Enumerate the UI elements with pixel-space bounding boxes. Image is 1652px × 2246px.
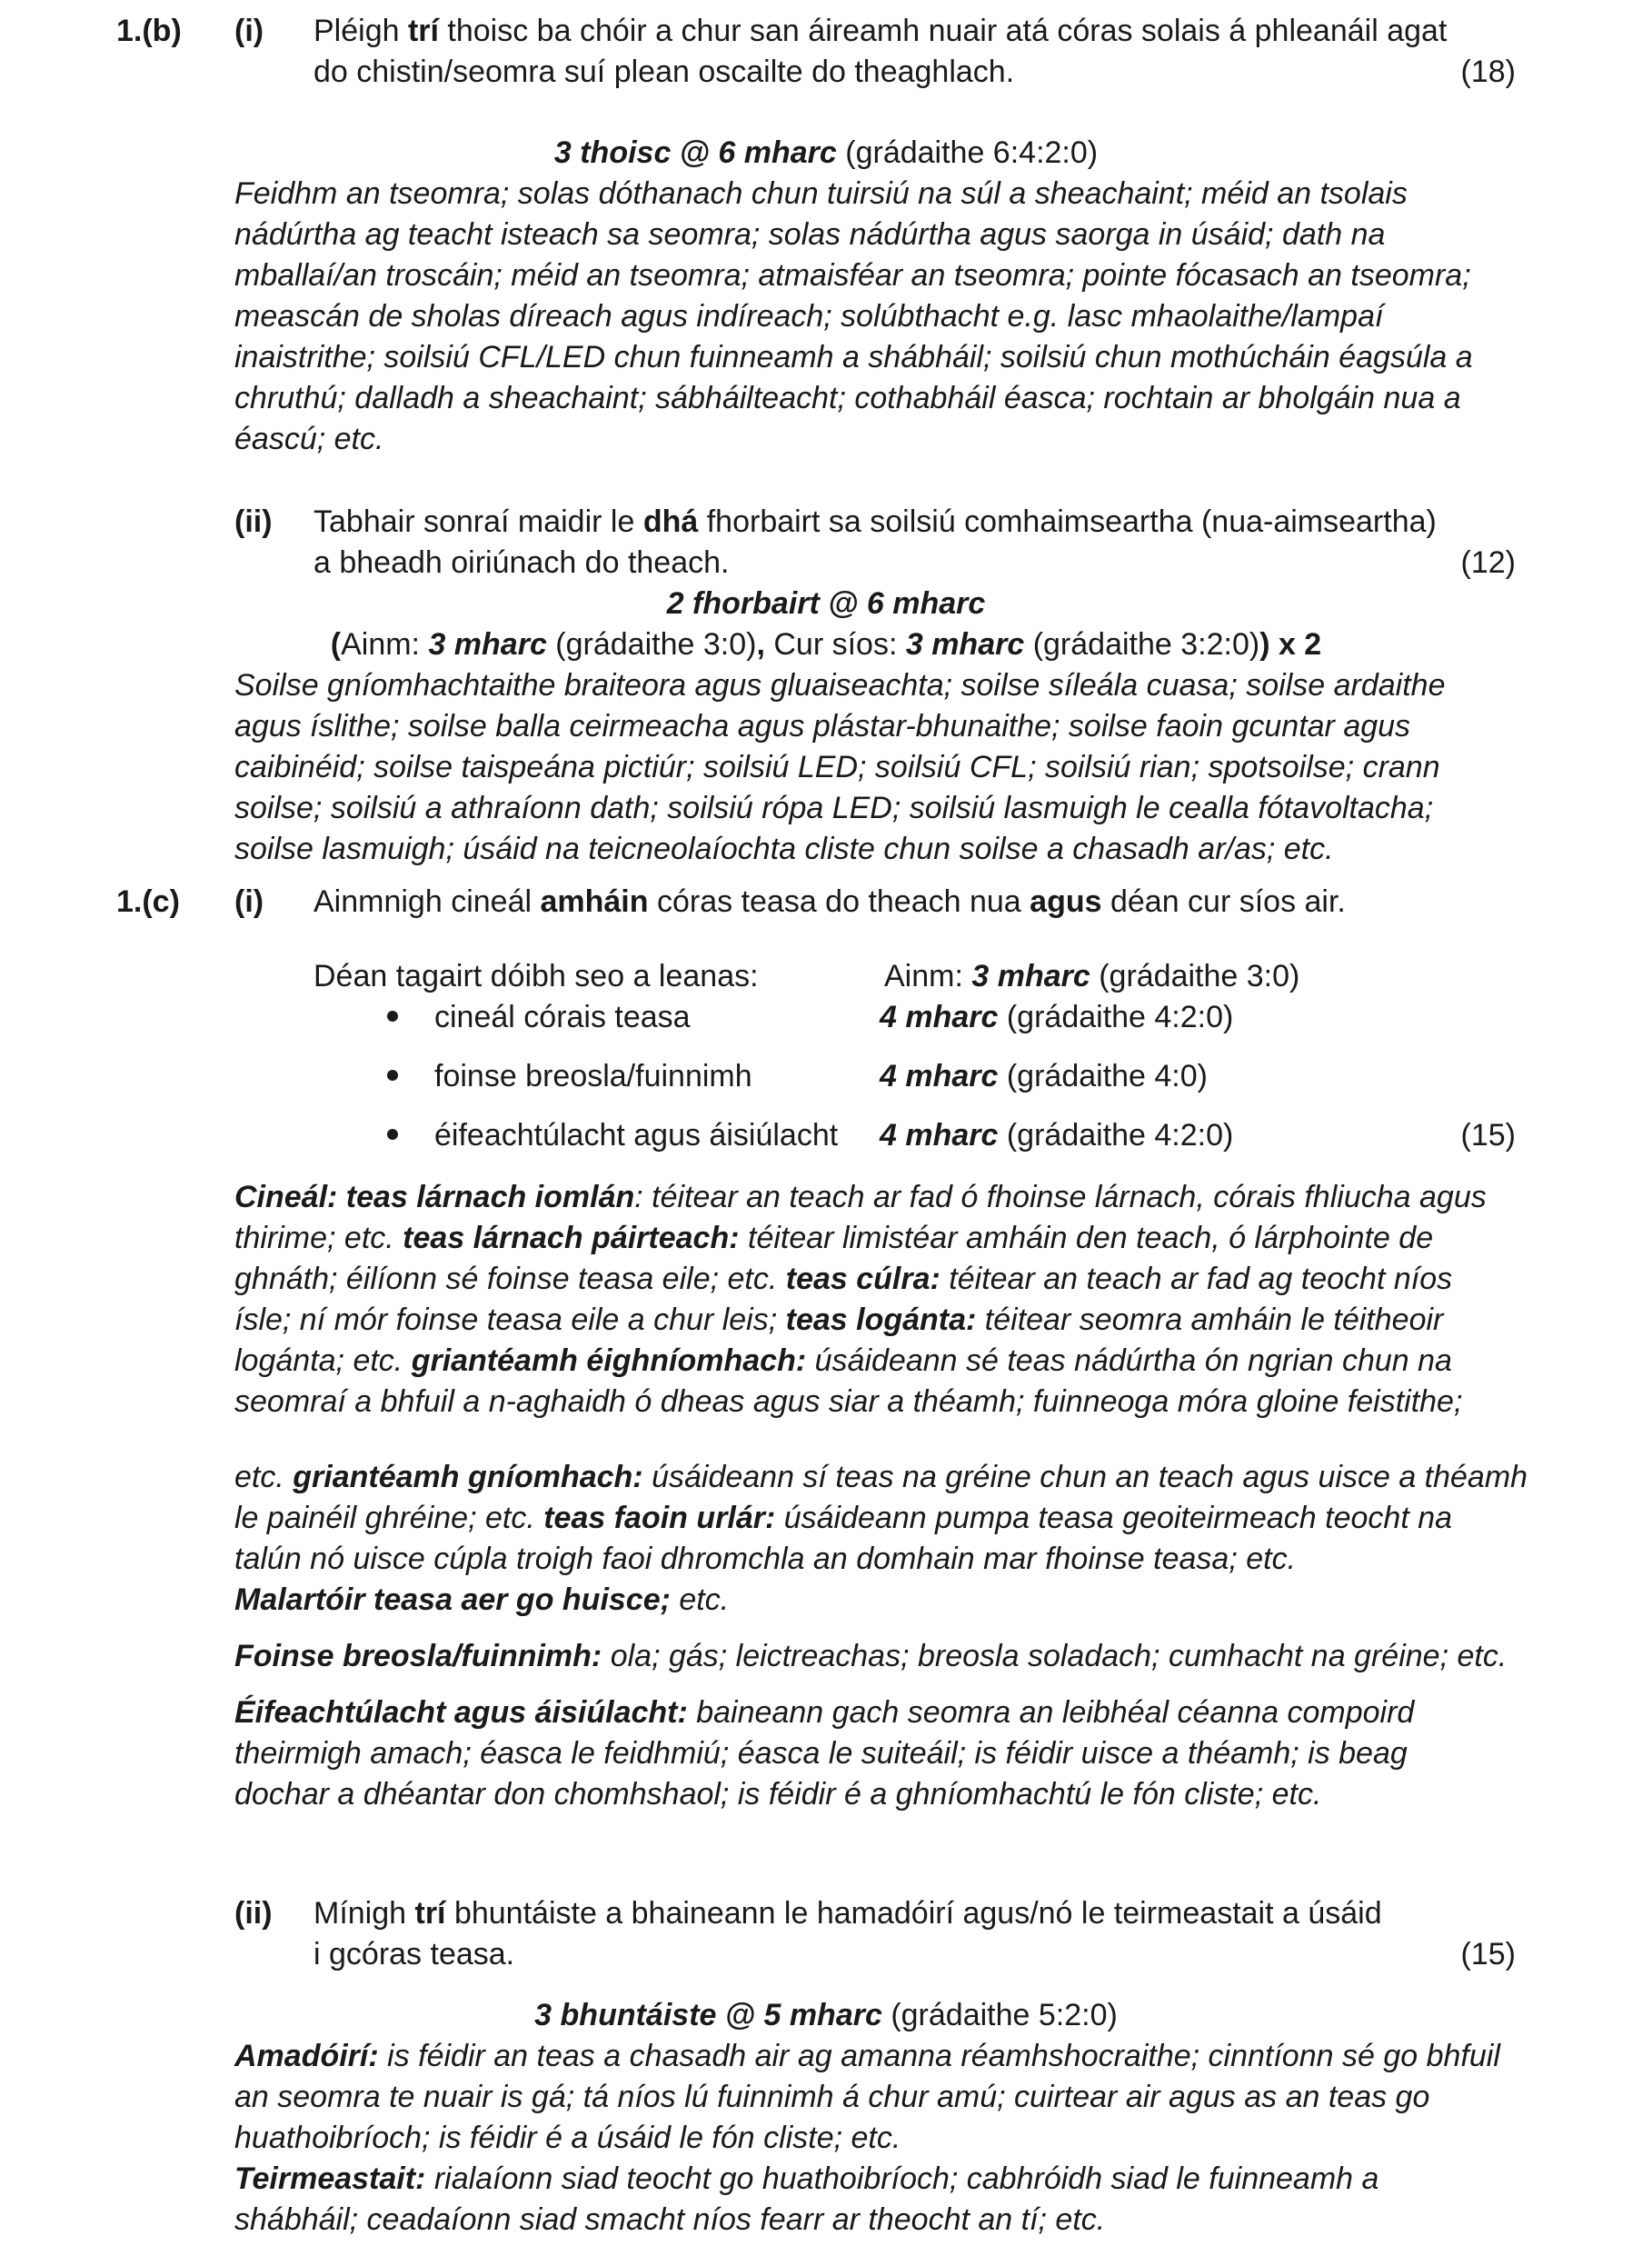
question-c-ii-line1: Mínigh trí bhuntáiste a bhaineann le hamadóirí agus/nó le teirmeastait a úsáid: [313, 1896, 1382, 1931]
answer-line: agus íslithe; soilse balla ceirmeacha agus plástar-bhunaithe; soilse faoin gcuntar agus: [234, 709, 1411, 744]
answer-line: Cineál: teas lárnach iomlán: téitear an teach ar fad ó fhoinse lárnach, córais fhliucha agus: [234, 1180, 1487, 1214]
answer-line: soilse; soilsiú a athraíonn dath; soilsiú rópa LED; soilsiú lasmuigh le cealla fótavoltacha;: [234, 791, 1434, 825]
section-number-c: 1.(c): [116, 884, 180, 919]
answer-line: Foinse breosla/fuinnimh: ola; gás; leictreachas; breosla soladach; cumhacht na gréine; etc.: [234, 1639, 1508, 1673]
answer-line: éascú; etc.: [234, 422, 384, 456]
bullet-marks: 4 mharc (grádaithe 4:0): [880, 1059, 1208, 1093]
part-label-ii: (ii): [234, 1896, 273, 1931]
answer-line: talún nó uisce cúpla troigh faoi dhromchla an domhain mar fhoinse teasa; etc.: [234, 1542, 1297, 1576]
bullet-dot: [387, 1129, 398, 1140]
part-label-i: (i): [234, 14, 264, 48]
answer-line: dochar a dhéantar don chomhshaol; is féidir é a ghníomhachtú le fón cliste; etc.: [234, 1777, 1322, 1812]
answer-line: Soilse gníomhachtaithe braiteora agus gluaiseachta; soilse síleála cuasa; soilse ardaithe: [234, 668, 1446, 703]
bullet-item: cineál córais teasa: [434, 1000, 691, 1034]
part-label-i: (i): [234, 884, 264, 919]
scheme-b-i: 3 thoisc @ 6 mharc (grádaithe 6:4:2:0): [553, 135, 1099, 170]
answer-line: Amadóirí: is féidir an teas a chasadh air ag amanna réamhshocraithe; cinntíonn sé go bhfuil: [234, 2039, 1500, 2073]
question-c-ii-line2: i gcóras teasa.: [313, 1937, 515, 1971]
answer-line: ísle; ní mór foinse teasa eile a chur leis; teas logánta: téitear seomra amháin le téitheoir: [234, 1303, 1444, 1337]
answer-line: chruthú; dalladh a sheachaint; sábháilteacht; cothabháil éasca; rochtain ar bholgáin nua a: [234, 381, 1461, 415]
answer-line: mballaí/an troscáin; méid an tseomra; atmaisféar an tseomra; pointe fócasach an tseomra;: [234, 258, 1471, 293]
reference-label: Déan tagairt dóibh seo a leanas:: [313, 959, 759, 993]
scheme-b-ii-2: (Ainm: 3 mharc (grádaithe 3:0), Cur síos: 3 mharc (grádaithe 3:2:0)) x 2: [330, 627, 1322, 662]
answer-b-i: [234, 174, 1507, 460]
question-b-ii-line2: a bheadh oiriúnach do theach.: [313, 545, 730, 580]
answer-line: caibinéid; soilse taispeána pictiúr; soilsiú LED; soilsiú CFL; soilsiú rian; spotsoilse; crann: [234, 750, 1440, 784]
answer-line: huathoibríoch; is féidir é a úsáid le fón cliste; etc.: [234, 2121, 901, 2155]
answer-c-i-cineal: [234, 1177, 1507, 1422]
question-b-i-line1: Pléigh trí thoisc ba chóir a chur san áireamh nuair atá córas solais á phleanáil agat: [313, 14, 1448, 48]
scheme-b-ii-1: 2 fhorbairt @ 6 mharc: [666, 586, 986, 621]
answer-line: logánta; etc. griantéamh éighníomhach: úsáideann sé teas nádúrtha ón ngrian chun na: [234, 1343, 1452, 1378]
question-c-i: Ainmnigh cineál amháin córas teasa do theach nua agus déan cur síos air.: [313, 884, 1346, 919]
bullet-dot: [387, 1011, 398, 1022]
answer-c-i-cineal-cont: [234, 1457, 1528, 1621]
answer-line: Malartóir teasa aer go huisce; etc.: [234, 1582, 730, 1617]
question-b-i-line2: do chistin/seomra suí plean oscailte do theaghlach.: [313, 55, 1015, 89]
ainm-marks: Ainm: 3 mharc (grádaithe 3:0): [884, 959, 1300, 993]
answer-line: seomraí a bhfuil a n-aghaidh ó dheas agus siar a théamh; fuinneoga móra gloine feistithe;: [234, 1384, 1463, 1419]
answer-b-ii: [234, 665, 1507, 870]
answer-line: nádúrtha ag teacht isteach sa seomra; solas nádúrtha agus saorga in úsáid; dath na: [234, 217, 1386, 252]
answer-line: le painéil ghréine; etc. teas faoin urlár: úsáideann pumpa teasa geoiteirmeach teocht na: [234, 1501, 1453, 1535]
answer-line: Éifeachtúlacht agus áisiúlacht: baineann gach seomra an leibhéal céanna compoird: [234, 1695, 1415, 1730]
answer-line: theirmigh amach; éasca le feidhmiú; éasca le suiteáil; is féidir uisce a théamh; is beag: [234, 1736, 1408, 1771]
answer-line: soilse lasmuigh; úsáid na teicneolaíochta cliste chun soilse a chasadh ar/as; etc.: [234, 832, 1334, 866]
answer-line: inaistrithe; soilsiú CFL/LED chun fuinneamh a shábháil; soilsiú chun mothúcháin éagsúla a: [234, 340, 1473, 374]
marks-c-ii: (15): [1460, 1937, 1516, 1971]
answer-line: an seomra te nuair is gá; tá níos lú fuinnimh á chur amú; cuirtear air agus as an teas go: [234, 2080, 1430, 2114]
marks-b-i: (18): [1460, 55, 1516, 89]
bullet-marks: 4 mharc (grádaithe 4:2:0): [880, 1000, 1234, 1034]
scheme-c-ii: 3 bhuntáiste @ 5 mharc (grádaithe 5:2:0): [534, 1998, 1118, 2032]
answer-line: ghnáth; éilíonn sé foinse teasa eile; etc. teas cúlra: téitear an teach ar fad ag teocht níos: [234, 1262, 1453, 1296]
bullet-dot: [387, 1070, 398, 1081]
question-b-ii-line1: Tabhair sonraí maidir le dhá fhorbairt sa soilsiú comhaimseartha (nua-aimseartha): [313, 504, 1437, 539]
answer-line: meascán de sholas díreach agus indíreach; solúbthacht e.g. lasc mhaolaithe/lampaí: [234, 299, 1384, 334]
marks-b-ii: (12): [1460, 545, 1516, 580]
marks-c-i: (15): [1460, 1118, 1516, 1153]
bullet-marks: 4 mharc (grádaithe 4:2:0): [880, 1118, 1234, 1153]
answer-c-i-foinse: [234, 1636, 1507, 1677]
section-number-b: 1.(b): [116, 14, 182, 48]
answer-line: Feidhm an tseomra; solas dóthanach chun tuirsiú na súl a sheachaint; méid an tsolais: [234, 176, 1408, 211]
answer-line: thirime; etc. teas lárnach páirteach: téitear limistéar amháin den teach, ó lárphointe de: [234, 1221, 1434, 1255]
answer-line: etc. griantéamh gníomhach: úsáideann sí teas na gréine chun an teach agus uisce a théamh: [234, 1460, 1528, 1494]
bullet-item: éifeachtúlacht agus áisiúlacht: [434, 1118, 839, 1153]
answer-line: Teirmeastait: rialaíonn siad teocht go huathoibríoch; cabhróidh siad le fuinneamh a: [234, 2161, 1379, 2196]
answer-c-i-eif: [234, 1692, 1507, 1815]
answer-c-ii: [234, 2036, 1507, 2241]
answer-line: shábháil; ceadaíonn siad smacht níos fearr ar theocht an tí; etc.: [234, 2202, 1106, 2237]
part-label-ii: (ii): [234, 504, 273, 539]
bullet-item: foinse breosla/fuinnimh: [434, 1059, 752, 1093]
